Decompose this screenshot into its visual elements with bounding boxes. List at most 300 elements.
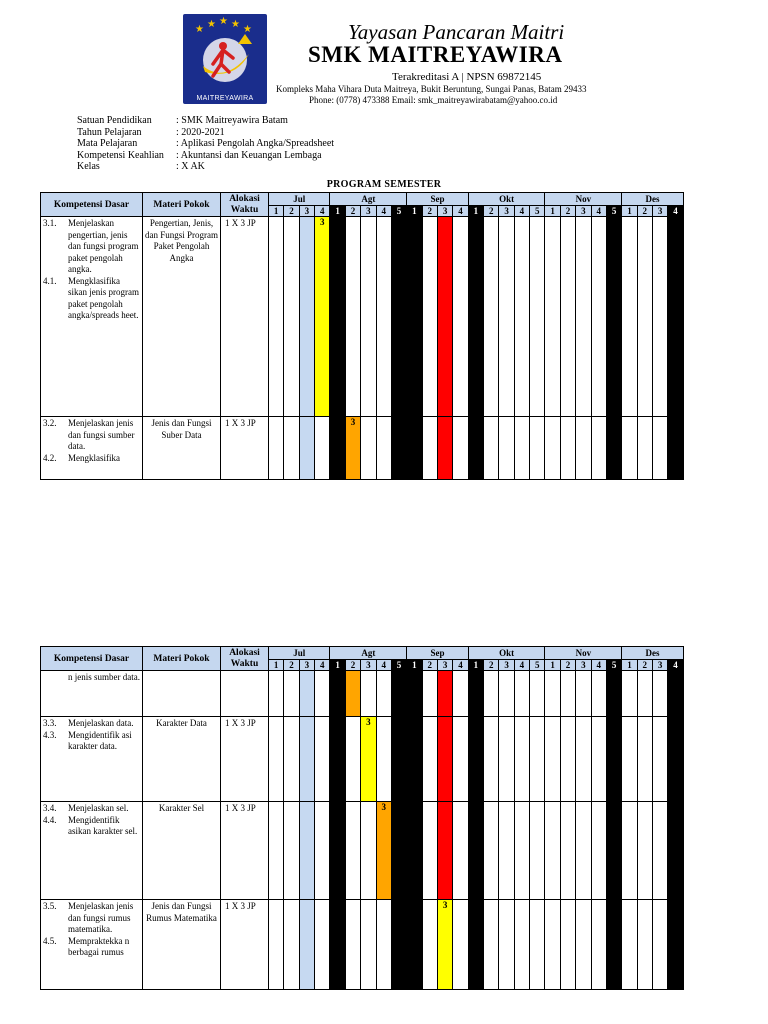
- week-cell: [468, 717, 483, 802]
- week-header: 3: [437, 660, 452, 671]
- materi-pokok-cell: Karakter Data: [143, 717, 221, 802]
- week-header: 2: [345, 206, 360, 217]
- week-cell: [637, 717, 652, 802]
- info-label: Tahun Pelajaran: [77, 126, 142, 138]
- week-cell: [622, 802, 637, 900]
- month-header: Des: [622, 193, 683, 206]
- week-header: 4: [514, 660, 529, 671]
- kd-text: Mengklasifika: [68, 452, 120, 463]
- week-cell: [299, 417, 314, 480]
- week-cell: [637, 671, 652, 717]
- week-header: 3: [652, 660, 667, 671]
- week-header: 2: [637, 660, 652, 671]
- info-row: [77, 138, 334, 150]
- week-header: 1: [407, 206, 422, 217]
- week-header: 5: [606, 660, 621, 671]
- kd-number: 3.4.: [43, 803, 57, 813]
- week-cell: [284, 217, 299, 417]
- week-cell: [269, 217, 284, 417]
- header-materi-pokok: Materi Pokok: [143, 193, 221, 217]
- kd-text: Menjelaskan data.: [68, 718, 134, 728]
- svg-text:★: ★: [243, 24, 252, 35]
- week-cell: [315, 900, 330, 990]
- week-cell: [284, 671, 299, 717]
- week-cell: [407, 217, 422, 417]
- month-header: Nov: [545, 193, 622, 206]
- kd-text: Menjelaskan jenis dan fungsi sumber data.: [68, 418, 135, 451]
- week-header: 1: [269, 660, 284, 671]
- svg-text:★: ★: [231, 19, 240, 30]
- info-row: [77, 127, 334, 139]
- schedule-row: [41, 217, 684, 417]
- week-cell: [391, 900, 406, 990]
- week-cell: [422, 217, 437, 417]
- info-row: [77, 115, 334, 127]
- week-cell: [391, 717, 406, 802]
- week-cell: [668, 717, 683, 802]
- week-header: 1: [545, 206, 560, 217]
- kd-item: [43, 418, 140, 453]
- week-cell: [484, 802, 499, 900]
- kd-text: Menjelaskan jenis dan fungsi rumus matematika.: [68, 901, 134, 934]
- week-header: 1: [468, 660, 483, 671]
- week-cell: [361, 217, 376, 417]
- kd-item: [43, 276, 140, 322]
- week-cell: [407, 671, 422, 717]
- kd-number: 4.5.: [43, 935, 57, 946]
- week-header: 4: [514, 206, 529, 217]
- document-title: PROGRAM SEMESTER: [326, 179, 442, 190]
- week-cell: [530, 417, 545, 480]
- week-header: 2: [484, 206, 499, 217]
- week-cell: [576, 217, 591, 417]
- week-cell: [576, 802, 591, 900]
- week-header: 3: [576, 206, 591, 217]
- week-cell: [437, 802, 452, 900]
- kd-item: [43, 453, 140, 465]
- info-label: Mata Pelajaran: [77, 138, 138, 149]
- week-cell: [269, 671, 284, 717]
- week-cell: [299, 671, 314, 717]
- week-header: 2: [284, 660, 299, 671]
- week-cell: [299, 217, 314, 417]
- week-cell: [622, 217, 637, 417]
- week-header: 4: [376, 660, 391, 671]
- info-value: : X AK: [176, 161, 205, 172]
- svg-text:★: ★: [219, 16, 228, 27]
- info-label: Kelas: [77, 161, 100, 172]
- alokasi-waktu-cell: 1 X 3 JP: [221, 217, 269, 417]
- week-cell: [361, 802, 376, 900]
- schedule-row: [41, 417, 684, 480]
- week-cell: [345, 717, 360, 802]
- week-header: 2: [637, 206, 652, 217]
- week-cell: [453, 417, 468, 480]
- week-cell: [545, 217, 560, 417]
- week-cell: [468, 671, 483, 717]
- week-cell: [269, 717, 284, 802]
- week-cell: [668, 900, 683, 990]
- week-cell: [622, 417, 637, 480]
- week-cell: [484, 671, 499, 717]
- active-week-cell: 3: [361, 717, 376, 802]
- svg-text:★: ★: [195, 24, 204, 35]
- week-cell: [668, 217, 683, 417]
- week-cell: [668, 417, 683, 480]
- kd-item: [43, 803, 140, 815]
- info-value: : Akuntansi dan Keuangan Lembaga: [176, 149, 322, 161]
- week-cell: [284, 900, 299, 990]
- week-cell: [530, 217, 545, 417]
- week-cell: [437, 217, 452, 417]
- week-cell: [453, 717, 468, 802]
- week-cell: [499, 900, 514, 990]
- schedule-row: [41, 900, 684, 990]
- week-cell: [591, 802, 606, 900]
- week-cell: [391, 802, 406, 900]
- week-cell: [560, 217, 575, 417]
- week-cell: [530, 671, 545, 717]
- kd-text: Menjelaskan sel.: [68, 803, 129, 813]
- schedule-table-page-2: [40, 646, 684, 990]
- address: Kompleks Maha Vihara Duta Maitreya, Bukit Beruntung, Sungai Panas, Batam 29433: [276, 84, 587, 94]
- week-header: 1: [269, 206, 284, 217]
- week-cell: [484, 900, 499, 990]
- week-cell: [560, 717, 575, 802]
- week-cell: [315, 417, 330, 480]
- active-week-cell: [345, 671, 360, 717]
- kd-number: 4.4.: [43, 814, 57, 825]
- week-cell: [330, 217, 345, 417]
- week-cell: [345, 802, 360, 900]
- week-cell: [269, 900, 284, 990]
- week-cell: [330, 717, 345, 802]
- week-cell: [560, 900, 575, 990]
- week-cell: [299, 802, 314, 900]
- active-week-cell: 3: [345, 417, 360, 480]
- kompetensi-dasar-cell: [41, 717, 143, 802]
- week-cell: [407, 900, 422, 990]
- alokasi-waktu-cell: 1 X 3 JP: [221, 717, 269, 802]
- week-header: 1: [622, 206, 637, 217]
- kd-number: [43, 672, 68, 684]
- week-header: 4: [453, 660, 468, 671]
- week-cell: [284, 417, 299, 480]
- week-cell: [606, 417, 621, 480]
- week-cell: [514, 802, 529, 900]
- week-header: 1: [622, 660, 637, 671]
- active-week-cell: 3: [376, 802, 391, 900]
- week-cell: [606, 717, 621, 802]
- week-cell: [560, 417, 575, 480]
- materi-pokok-cell: Pengertian, Jenis, dan Fungsi Program Paket Pengolah Angka: [143, 217, 221, 417]
- alokasi-waktu-cell: 1 X 3 JP: [221, 802, 269, 900]
- week-header: 4: [315, 206, 330, 217]
- week-cell: [391, 671, 406, 717]
- week-cell: [284, 802, 299, 900]
- kd-text: Mengidentifik asi karakter data.: [68, 729, 132, 751]
- info-row: [77, 161, 334, 173]
- foundation-name: Yayasan Pancaran Maitri: [348, 20, 565, 44]
- week-cell: [468, 802, 483, 900]
- week-cell: [345, 900, 360, 990]
- week-cell: [514, 417, 529, 480]
- week-cell: [376, 217, 391, 417]
- week-header: 3: [361, 206, 376, 217]
- week-cell: [514, 217, 529, 417]
- week-cell: [652, 717, 667, 802]
- week-header: 5: [606, 206, 621, 217]
- info-value: : Aplikasi Pengolah Angka/Spreadsheet: [176, 138, 335, 149]
- week-header: 2: [284, 206, 299, 217]
- month-header: Agt: [330, 647, 407, 660]
- week-cell: [361, 900, 376, 990]
- week-cell: [622, 900, 637, 990]
- week-cell: [299, 900, 314, 990]
- month-header: Jul: [269, 193, 330, 206]
- kd-text: Mempraktekka n berbagai rumus: [68, 935, 130, 957]
- week-cell: [530, 802, 545, 900]
- week-header: 4: [453, 206, 468, 217]
- accreditation: Terakreditasi A | NPSN 69872145: [392, 71, 542, 83]
- week-cell: [422, 900, 437, 990]
- info-value: : SMK Maitreyawira Batam: [176, 115, 288, 126]
- week-cell: [315, 717, 330, 802]
- week-cell: [637, 802, 652, 900]
- week-cell: [361, 671, 376, 717]
- kd-number: 3.5.: [43, 901, 57, 911]
- week-header: 1: [545, 660, 560, 671]
- week-cell: [499, 217, 514, 417]
- week-cell: [606, 671, 621, 717]
- week-cell: [345, 217, 360, 417]
- week-header: 2: [345, 660, 360, 671]
- info-label: Kompetensi Keahlian: [77, 149, 164, 161]
- week-header: 5: [391, 660, 406, 671]
- kd-item: [43, 672, 140, 684]
- kd-item: [43, 730, 140, 753]
- week-cell: [514, 900, 529, 990]
- week-cell: [468, 900, 483, 990]
- kd-text: Mengklasifika sikan jenis program paket pengolah angka/spreads heet.: [68, 275, 139, 320]
- week-header: 2: [422, 660, 437, 671]
- info-block: [77, 115, 334, 173]
- week-cell: [269, 802, 284, 900]
- week-header: 2: [560, 206, 575, 217]
- week-header: 3: [299, 660, 314, 671]
- week-cell: [269, 417, 284, 480]
- week-cell: [330, 671, 345, 717]
- week-cell: [499, 671, 514, 717]
- materi-pokok-cell: [143, 671, 221, 717]
- school-name: SMK MAITREYAWIRA: [308, 42, 563, 67]
- week-cell: [637, 417, 652, 480]
- week-cell: [437, 417, 452, 480]
- week-cell: [376, 671, 391, 717]
- materi-pokok-cell: Karakter Sel: [143, 802, 221, 900]
- week-cell: [284, 717, 299, 802]
- week-cell: [484, 417, 499, 480]
- header-alokasi-waktu: Alokasi Waktu: [221, 647, 269, 671]
- school-logo: [183, 14, 267, 104]
- kd-text: Mengidentifik asikan karakter sel.: [68, 814, 138, 836]
- week-cell: [622, 717, 637, 802]
- schedule-row: [41, 717, 684, 802]
- week-cell: [499, 717, 514, 802]
- week-cell: [330, 802, 345, 900]
- week-header: 4: [668, 206, 683, 217]
- week-cell: [453, 802, 468, 900]
- header-materi-pokok: Materi Pokok: [143, 647, 221, 671]
- week-cell: [560, 802, 575, 900]
- logo-emblem-icon: [183, 14, 267, 94]
- week-cell: [437, 717, 452, 802]
- week-cell: [391, 217, 406, 417]
- schedule-row: [41, 802, 684, 900]
- week-cell: [637, 900, 652, 990]
- week-cell: [622, 671, 637, 717]
- month-header: Okt: [468, 193, 545, 206]
- schedule-table-page-1: [40, 192, 684, 480]
- week-header: 1: [330, 660, 345, 671]
- week-cell: [422, 802, 437, 900]
- month-header: Des: [622, 647, 683, 660]
- week-cell: [576, 417, 591, 480]
- kompetensi-dasar-cell: [41, 217, 143, 417]
- week-cell: [468, 217, 483, 417]
- week-cell: [499, 802, 514, 900]
- week-cell: [391, 417, 406, 480]
- week-header: 5: [391, 206, 406, 217]
- contact-info: Phone: (0778) 473388 Email: smk_maitreyawirabatam@yahoo.co.id: [309, 95, 558, 105]
- header-row-months: [41, 193, 684, 206]
- kompetensi-dasar-cell: [41, 671, 143, 717]
- month-header: Sep: [407, 647, 468, 660]
- week-cell: [591, 717, 606, 802]
- kd-number: 3.1.: [43, 218, 57, 228]
- week-cell: [545, 717, 560, 802]
- week-cell: [499, 417, 514, 480]
- week-header: 2: [560, 660, 575, 671]
- week-cell: [576, 717, 591, 802]
- alokasi-waktu-cell: 1 X 3 JP: [221, 417, 269, 480]
- month-header: Agt: [330, 193, 407, 206]
- header-kompetensi-dasar: Kompetensi Dasar: [41, 647, 143, 671]
- kd-item: [43, 815, 140, 838]
- week-cell: [591, 900, 606, 990]
- active-week-cell: 3: [315, 217, 330, 417]
- week-cell: [652, 802, 667, 900]
- month-header: Okt: [468, 647, 545, 660]
- week-header: 2: [484, 660, 499, 671]
- week-cell: [299, 717, 314, 802]
- week-cell: [668, 802, 683, 900]
- week-cell: [422, 671, 437, 717]
- week-header: 4: [591, 206, 606, 217]
- kd-text: n jenis sumber data.: [68, 672, 140, 682]
- kd-number: 4.3.: [43, 729, 57, 740]
- week-cell: [591, 217, 606, 417]
- header-row-months: [41, 647, 684, 660]
- alokasi-waktu-cell: 1 X 3 JP: [221, 900, 269, 990]
- week-cell: [637, 217, 652, 417]
- week-header: 3: [576, 660, 591, 671]
- week-cell: [376, 417, 391, 480]
- week-cell: [652, 417, 667, 480]
- week-header: 3: [437, 206, 452, 217]
- week-header: 4: [591, 660, 606, 671]
- week-header: 3: [499, 660, 514, 671]
- info-label: Satuan Pendidikan: [77, 115, 152, 126]
- week-cell: [606, 802, 621, 900]
- kompetensi-dasar-cell: [41, 417, 143, 480]
- active-week-cell: 3: [437, 900, 452, 990]
- week-cell: [514, 717, 529, 802]
- logo-text: MAITREYAWIRA: [196, 95, 254, 102]
- kd-text: Menjelaskan pengertian, jenis dan fungsi program paket pengolah angka.: [68, 218, 139, 274]
- week-cell: [560, 671, 575, 717]
- week-cell: [652, 671, 667, 717]
- kd-number: 4.1.: [43, 275, 57, 286]
- week-cell: [315, 802, 330, 900]
- week-cell: [545, 417, 560, 480]
- month-header: Jul: [269, 647, 330, 660]
- week-cell: [576, 671, 591, 717]
- week-header: 3: [499, 206, 514, 217]
- week-cell: [591, 417, 606, 480]
- week-cell: [453, 900, 468, 990]
- week-header: 4: [668, 660, 683, 671]
- week-cell: [652, 217, 667, 417]
- schedule-row: [41, 671, 684, 717]
- week-header: 1: [468, 206, 483, 217]
- week-cell: [453, 217, 468, 417]
- month-header: Sep: [407, 193, 468, 206]
- week-cell: [437, 671, 452, 717]
- week-header: 1: [330, 206, 345, 217]
- week-cell: [468, 417, 483, 480]
- week-header: 4: [315, 660, 330, 671]
- week-cell: [530, 900, 545, 990]
- week-cell: [407, 717, 422, 802]
- week-cell: [545, 671, 560, 717]
- week-header: 3: [299, 206, 314, 217]
- week-cell: [422, 417, 437, 480]
- week-cell: [576, 900, 591, 990]
- week-cell: [606, 900, 621, 990]
- week-header: 5: [530, 206, 545, 217]
- month-header: Nov: [545, 647, 622, 660]
- materi-pokok-cell: Jenis dan Fungsi Rumus Matematika: [143, 900, 221, 990]
- kd-item: [43, 936, 140, 959]
- week-cell: [376, 900, 391, 990]
- week-header: 3: [361, 660, 376, 671]
- week-cell: [514, 671, 529, 717]
- week-header: 1: [407, 660, 422, 671]
- week-cell: [361, 417, 376, 480]
- kompetensi-dasar-cell: [41, 802, 143, 900]
- kd-number: 3.3.: [43, 718, 57, 728]
- header-kompetensi-dasar: Kompetensi Dasar: [41, 193, 143, 217]
- week-cell: [652, 900, 667, 990]
- week-cell: [484, 217, 499, 417]
- week-cell: [545, 900, 560, 990]
- materi-pokok-cell: Jenis dan Fungsi Suber Data: [143, 417, 221, 480]
- week-cell: [545, 802, 560, 900]
- week-cell: [530, 717, 545, 802]
- kd-item: [43, 218, 140, 276]
- week-cell: [453, 671, 468, 717]
